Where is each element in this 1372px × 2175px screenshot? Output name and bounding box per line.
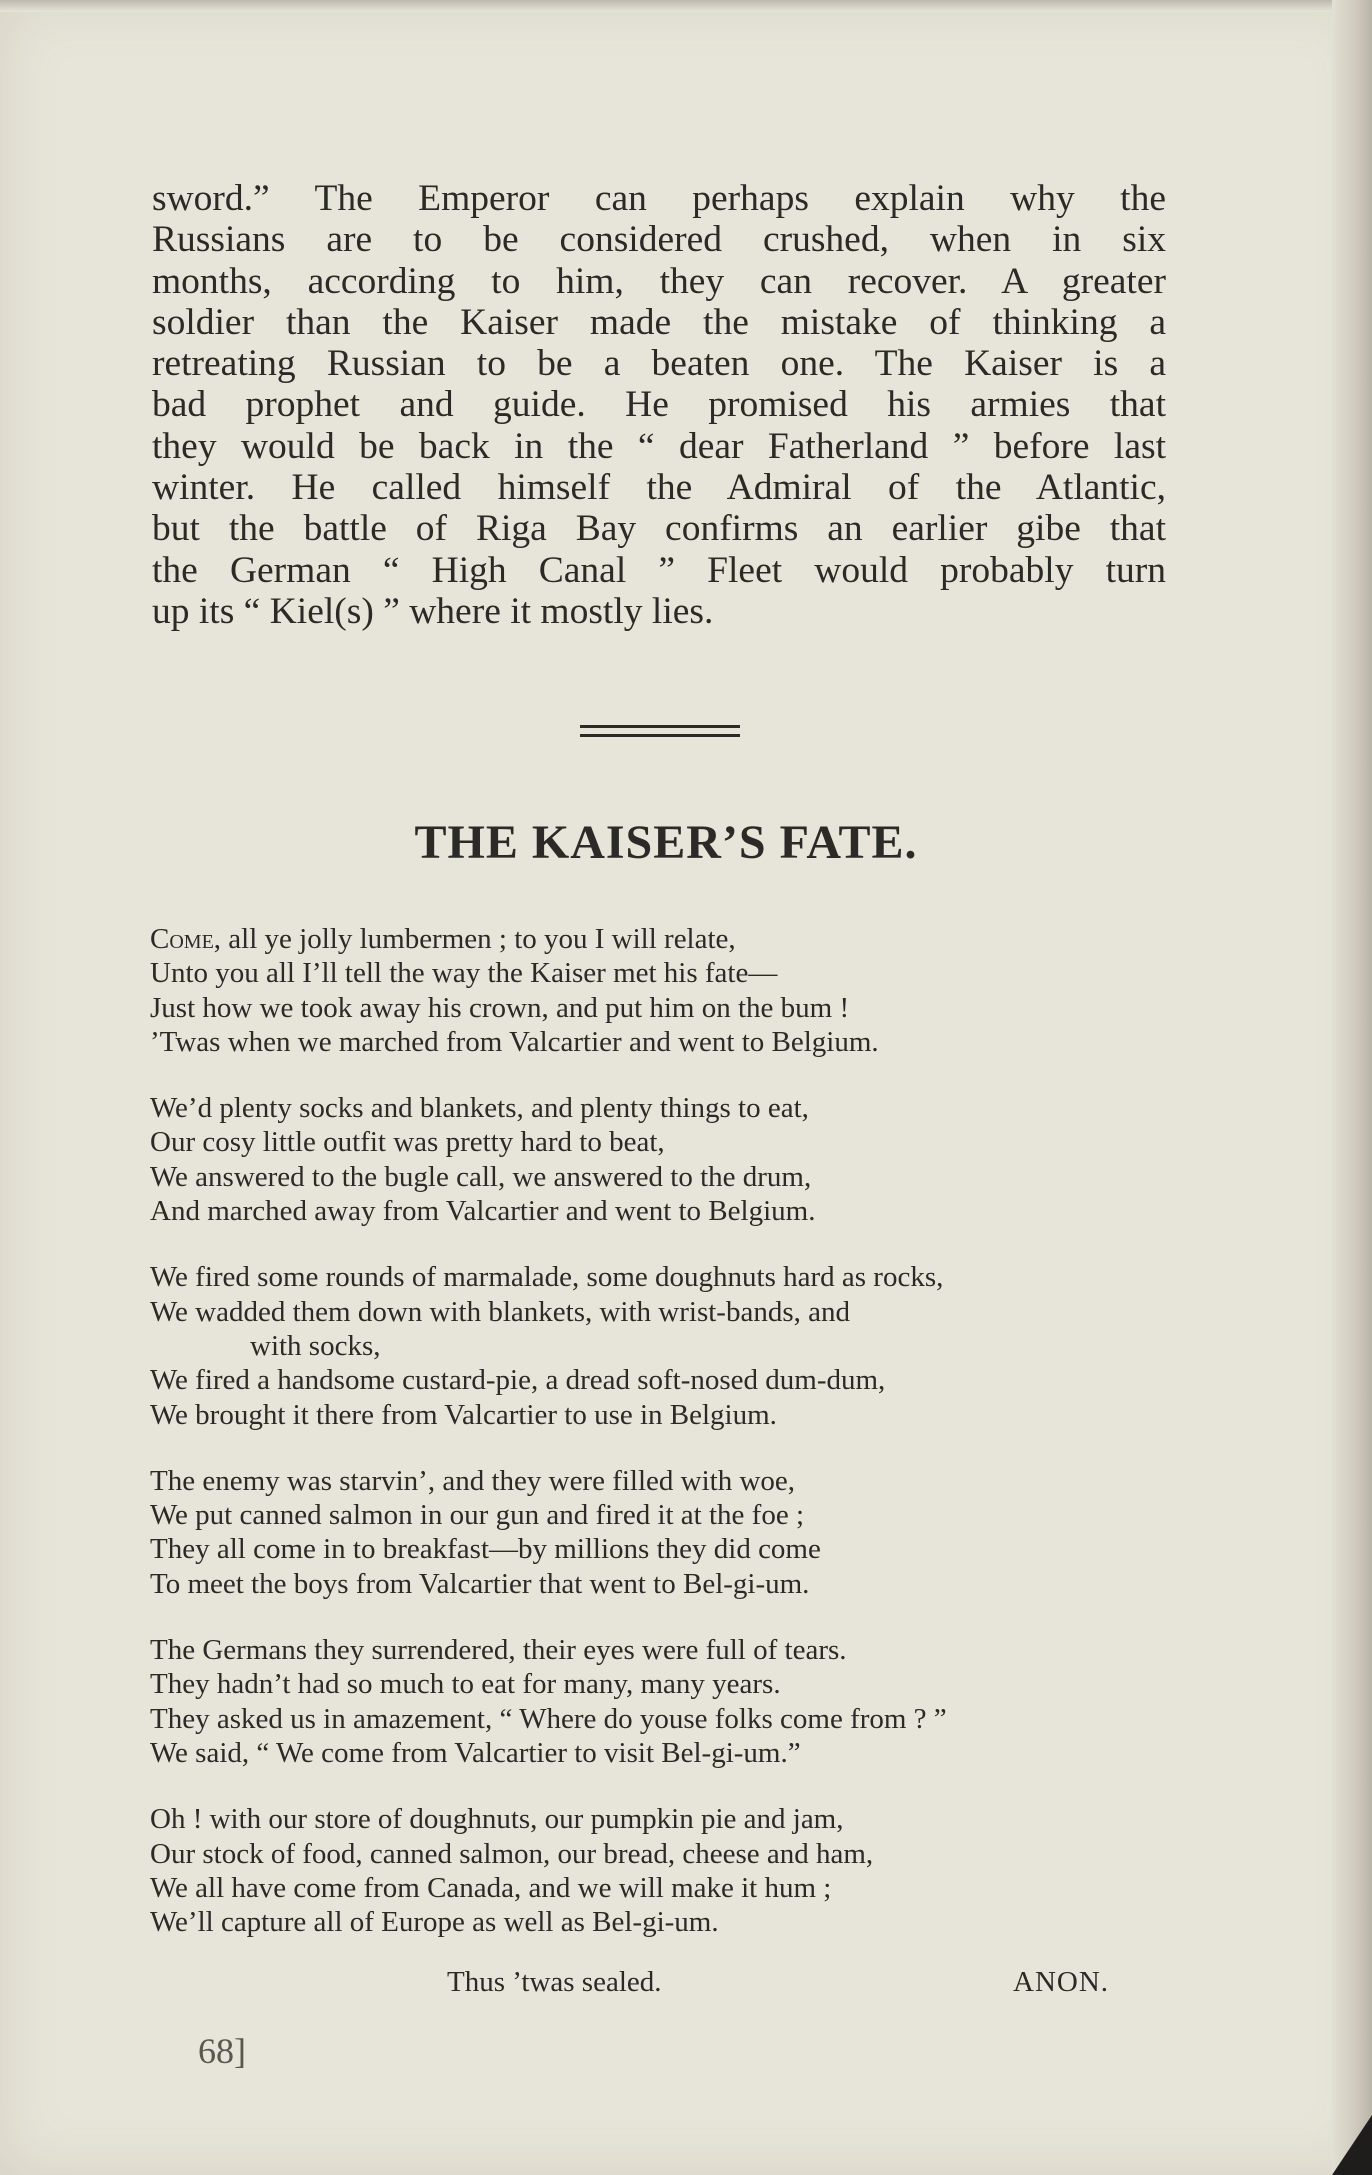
prose-line: soldier than the Kaiser made the mistake of thinking a [152, 301, 1166, 343]
prose-line: but the battle of Riga Bay confirms an earlier gibe that [152, 508, 1166, 550]
poem-stanza [150, 1464, 1170, 1601]
page-corner-mark [1332, 2115, 1372, 2175]
poem-stanza [150, 922, 1170, 1059]
divider-rule-top [580, 725, 740, 728]
page-number: 68] [198, 2031, 246, 2071]
poem-verse: The Germans they surrendered, their eyes were full of tears. [150, 1634, 847, 1667]
poem-verse: We fired some rounds of marmalade, some doughnuts hard as rocks, [150, 1261, 944, 1294]
poem-verse: We wadded them down with blankets, with wrist-bands, and [150, 1295, 850, 1328]
poem-verse [150, 922, 1170, 956]
section-divider [580, 725, 740, 739]
poem-verse: And marched away from Valcartier and went to Belgium. [150, 1195, 816, 1228]
prose-line: Russians are to be considered crushed, when in six [152, 219, 1166, 261]
poem-verse: with socks, [250, 1329, 381, 1362]
poem-verse: They all come in to breakfast—by millions they did come [150, 1533, 821, 1566]
poem-stanza [150, 1091, 1170, 1228]
poem-body [150, 922, 1170, 1971]
poem-verse: We brought it there from Valcartier to use in Belgium. [150, 1398, 777, 1431]
prose-line: they would be back in the “ dear Fatherland ” before last [152, 425, 1166, 467]
prose-line: bad prophet and guide. He promised his armies that [152, 384, 1166, 426]
prose-line: sword.” The Emperor can perhaps explain why the [152, 178, 1166, 219]
poem-stanza [150, 1633, 1170, 1770]
poem-verse: ’Twas when we marched from Valcartier and went to Belgium. [150, 1025, 879, 1058]
prose-line: months, according to him, they can recover. A greater [152, 260, 1166, 302]
poem-verse: We answered to the bugle call, we answered to the drum, [150, 1160, 812, 1193]
divider-rule-bottom [580, 734, 740, 737]
poem-verse: They asked us in amazement, “ Where do youse folks come from ? ” [150, 1702, 947, 1735]
poem-verse: We’ll capture all of Europe as well as Bel-gi-um. [150, 1906, 719, 1939]
verse-remainder: , all ye jolly lumbermen ; to you I will relate, [213, 923, 736, 955]
poem-stanza [150, 1260, 1170, 1431]
verse-initial-word: Come [150, 923, 214, 955]
poem-verse: The enemy was starvin’, and they were filled with woe, [150, 1464, 796, 1497]
poem-closing-line: Thus ’twas sealed. [447, 1966, 662, 1998]
prose-line: retreating Russian to be a beaten one. The Kaiser is a [152, 343, 1166, 385]
poem-verse: We put canned salmon in our gun and fired it at the foe ; [150, 1499, 805, 1532]
page-top-edge [0, 0, 1372, 12]
poem-verse: We fired a handsome custard-pie, a dread soft-nosed dum-dum, [150, 1364, 886, 1397]
page-gutter-shadow [1332, 0, 1372, 2175]
poem-verse: Oh ! with our store of doughnuts, our pumpkin pie and jam, [150, 1803, 844, 1836]
poem-verse: To meet the boys from Valcartier that went to Bel-gi-um. [150, 1567, 810, 1600]
prose-line: up its “ Kiel(s) ” where it mostly lies. [152, 590, 714, 632]
prose-line: the German “ High Canal ” Fleet would probably turn [152, 549, 1166, 591]
prose-line: winter. He called himself the Admiral of the Atlantic, [152, 467, 1166, 509]
poem-verse: Our stock of food, canned salmon, our bread, cheese and ham, [150, 1837, 874, 1870]
poem-title: THE KAISER’S FATE. [414, 816, 918, 869]
poem-verse: We all have come from Canada, and we will make it hum ; [150, 1871, 832, 1904]
poem-verse: Just how we took away his crown, and put him on the bum ! [150, 991, 850, 1024]
prose-paragraph [152, 178, 1166, 632]
poem-verse: We’d plenty socks and blankets, and plenty things to eat, [150, 1092, 809, 1125]
poem-author: ANON. [1013, 1966, 1110, 1998]
poem-verse: Our cosy little outfit was pretty hard to beat, [150, 1126, 665, 1159]
poem-verse: They hadn’t had so much to eat for many, many years. [150, 1668, 781, 1701]
poem-stanza [150, 1802, 1170, 1939]
poem-verse: Unto you all I’ll tell the way the Kaiser met his fate— [150, 957, 778, 990]
poem-verse: We said, “ We come from Valcartier to visit Bel-gi-um.” [150, 1736, 801, 1769]
